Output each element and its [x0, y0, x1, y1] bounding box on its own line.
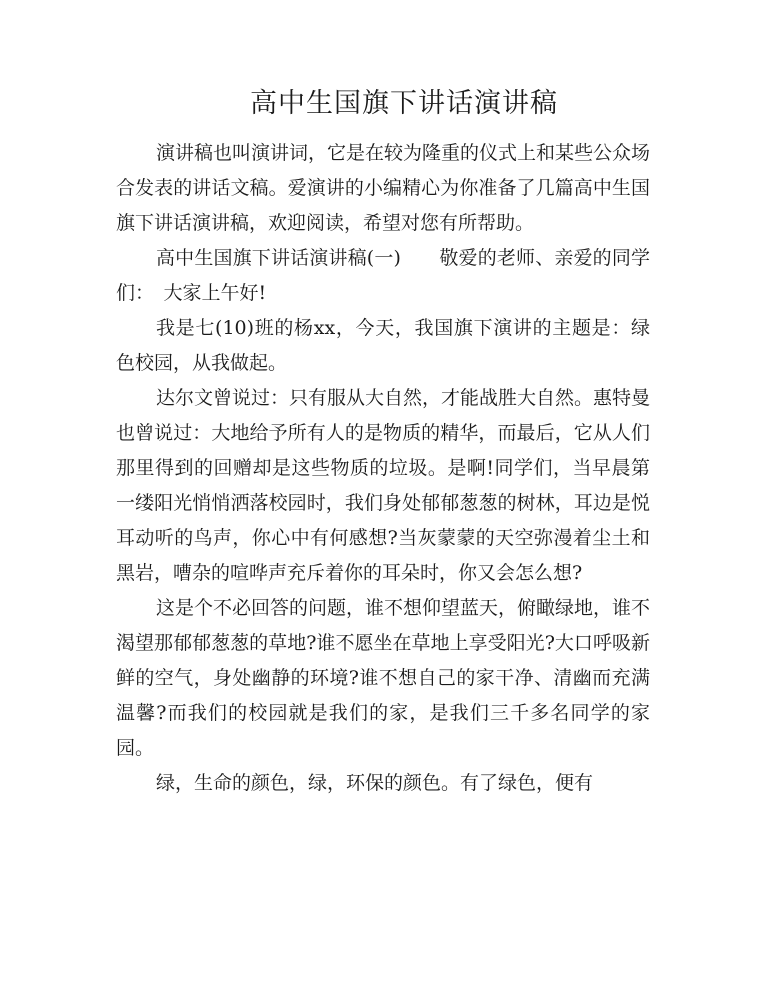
- paragraph-question: 这是个不必回答的问题，谁不想仰望蓝天，俯瞰绿地，谁不渴望那郁郁葱葱的草地?谁不愿坐在草地上享受阳光?大口呼吸新鲜的空气，身处幽静的环境?谁不想自己的家干净、清幽而充满温馨?而我们的校园就是我们的家，是我们三千多名同学的家园。: [116, 597, 651, 759]
- paragraph-quotes: 达尔文曾说过：只有服从大自然，才能战胜大自然。惠特曼也曾说过：大地给予所有人的是物质的精华，而最后，它从人们那里得到的回赠却是这些物质的垃圾。是啊!同学们，当早晨第一缕阳光悄悄洒落校园时，我们身处郁郁葱葱的树林，耳边是悦耳动听的鸟声，你心中有何感想?当灰蒙蒙的天空弥漫着尘土和黑岩，嘈杂的喧哗声充斥着你的耳朵时，你又会怎么想?: [116, 387, 651, 584]
- document-body: [116, 136, 650, 801]
- document-title: 高中生国旗下讲话演讲稿: [250, 88, 558, 119]
- paragraph-greeting: 高中生国旗下讲话演讲稿(一) 敬爱的老师、亲爱的同学们： 大家上午好!: [116, 247, 650, 304]
- paragraph-green: 绿，生命的颜色，绿，环保的颜色。有了绿色，便有: [156, 772, 594, 794]
- paragraph-topic: 我是七(10)班的杨xx，今天，我国旗下演讲的主题是：绿色校园，从我做起。: [116, 317, 650, 374]
- paragraph-intro: 演讲稿也叫演讲词，它是在较为隆重的仪式上和某些公众场合发表的讲话文稿。爱演讲的小编精心为你准备了几篇高中生国旗下讲话演讲稿，欢迎阅读，希望对您有所帮助。: [116, 142, 651, 234]
